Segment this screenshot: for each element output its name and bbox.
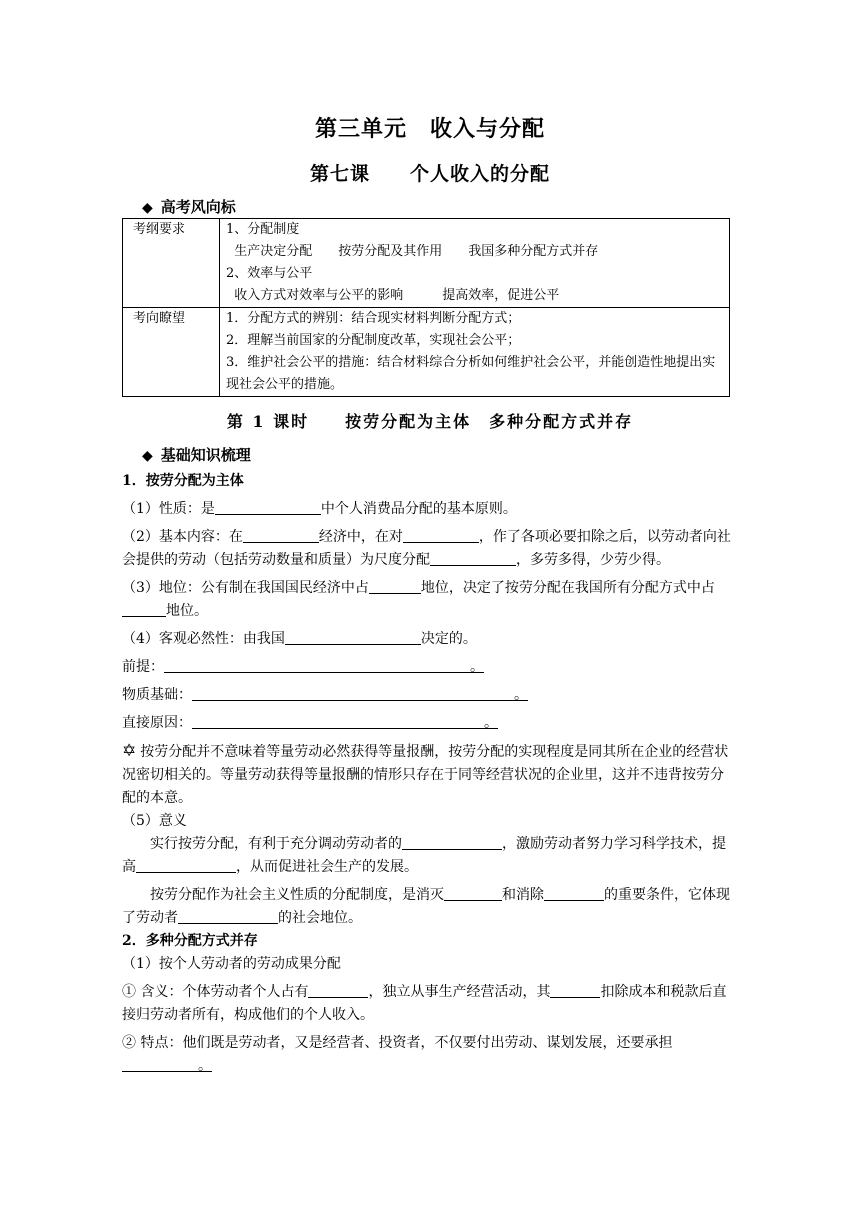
table-row: [123, 308, 730, 397]
paragraph-features: [122, 1032, 732, 1078]
heading-2: 2．多种分配方式并存: [122, 933, 258, 949]
text: ，独立从事生产经营活动，其: [368, 984, 551, 1000]
text: （1）性质：是: [122, 501, 215, 517]
line-material-basis: [122, 684, 732, 707]
row-line: 2、效率与公平: [226, 266, 313, 281]
fill-blank[interactable]: [164, 656, 484, 673]
fill-blank[interactable]: [285, 628, 421, 645]
period-mark: 。: [198, 1058, 212, 1074]
diamond-icon: ◆: [142, 448, 153, 464]
text: ，作了各项必要扣除之后，以劳动者向社会提供的劳动（包括劳动数量和质量）为尺度分配: [122, 529, 731, 568]
row-label: 考纲要求: [123, 219, 220, 308]
paragraph-nature: [122, 498, 732, 521]
lesson-title: 第七课 个人收入的分配: [309, 163, 550, 185]
paragraph-status: [122, 577, 732, 623]
line-premise: [122, 656, 732, 679]
text: （3）地位：公有制在我国国民经济中占: [122, 580, 369, 596]
text: 物质基础：: [122, 687, 192, 703]
paragraph-necessity: [122, 628, 732, 651]
star-icon: ✡: [122, 741, 137, 761]
fill-blank[interactable]: [430, 549, 516, 566]
row-line: 3．维护社会公平的措施：结合材料综合分析如何维护社会公平，并能创造性地提出实现社会公平的措施。: [226, 355, 716, 392]
row-line: 1．分配方式的辨别：结合现实材料判断分配方式；: [226, 311, 521, 326]
fill-blank[interactable]: [369, 577, 421, 594]
row-line: 2．理解当前国家的分配制度改革，实现社会公平；: [226, 333, 521, 348]
period-mark: 。: [470, 659, 484, 675]
fill-blank[interactable]: [192, 684, 528, 701]
section-gaokao-label: 高考风向标: [160, 198, 236, 216]
fill-blank[interactable]: [122, 600, 166, 617]
paragraph-definition: [122, 981, 732, 1027]
fill-blank[interactable]: [178, 907, 278, 924]
section-basic: [142, 444, 251, 465]
text: 直接原因：: [122, 715, 192, 731]
paragraph-significance-2: [122, 884, 732, 930]
row-line: 生产决定分配 按劳分配及其作用 我国多种分配方式并存: [226, 244, 599, 259]
paragraph-content: [122, 526, 732, 572]
fill-blank[interactable]: [308, 981, 368, 998]
text: ，激励劳动者努力学习科学技术，提高: [122, 836, 726, 875]
text: ① 含义：个体劳动者个人占有: [122, 984, 309, 1000]
exam-outline-table: [122, 218, 730, 397]
table-row: [123, 219, 730, 308]
line-direct-cause: [122, 712, 732, 735]
text: 的社会地位。: [278, 910, 362, 926]
text: ，多劳多得，少劳少得。: [516, 552, 670, 568]
paragraph-significance: （5）意义: [122, 813, 187, 829]
note-paragraph: [122, 740, 732, 810]
text: （4）客观必然性：由我国: [122, 631, 285, 647]
text: ② 特点：他们既是劳动者，又是经营者、投资者，不仅要付出劳动、谋划发展，还要承担: [122, 1035, 673, 1051]
unit-title: 第三单元 收入与分配: [314, 116, 545, 142]
text: ，从而促进社会生产的发展。: [236, 859, 418, 875]
row-line: 1、分配制度: [226, 222, 300, 237]
fill-blank[interactable]: [243, 526, 319, 543]
text: 地位，决定了按劳分配在我国所有分配方式中占: [420, 580, 715, 596]
text: 按劳分配并不意味着等量劳动必然获得等量报酬，按劳分配的实现程度是同其所在企业的经营状况密切相关的。等量劳动获得等量报酬的情形只存在于同等经营状况的企业里，这并不违背按劳分配的本意。: [122, 744, 729, 806]
row-label: 考向瞭望: [123, 308, 220, 397]
fill-blank[interactable]: [550, 981, 600, 998]
paragraph-significance-1: [122, 833, 732, 879]
fill-blank[interactable]: [122, 1055, 212, 1072]
text: 中个人消费品分配的基本原则。: [320, 501, 517, 517]
text: 扣除成本和税款后直接归劳动者所有，构成他们的个人收入。: [122, 984, 727, 1023]
fill-blank[interactable]: [403, 526, 479, 543]
text: 决定的。: [420, 631, 477, 647]
fill-blank[interactable]: [192, 712, 498, 729]
fill-blank[interactable]: [402, 833, 502, 850]
fill-blank[interactable]: [215, 498, 321, 515]
row-content: [220, 308, 730, 397]
heading-1: 1．按劳分配为主体: [122, 473, 244, 489]
text: 经济中，在对: [318, 529, 403, 545]
paragraph-individual: （1）按个人劳动者的劳动成果分配: [122, 956, 341, 972]
text: 按劳分配作为社会主义性质的分配制度，是消灭: [150, 887, 444, 903]
text: 和消除: [502, 887, 544, 903]
text: 的重要条件，它体现了劳动者: [122, 887, 730, 926]
row-content: [220, 219, 730, 308]
fill-blank[interactable]: [136, 856, 236, 873]
text: （2）基本内容：在: [122, 529, 243, 545]
text: 地位。: [166, 603, 208, 619]
section-basic-label: 基础知识梳理: [160, 446, 251, 464]
text: 实行按劳分配，有利于充分调动劳动者的: [150, 836, 402, 852]
lesson-body: [122, 470, 732, 1078]
period-mark: 。: [514, 687, 528, 703]
text: 前提：: [122, 659, 164, 675]
period-title: 第 1 课时 按劳分配为主体 多种分配方式并存: [226, 412, 634, 431]
section-gaokao: [142, 196, 236, 217]
diamond-icon: ◆: [142, 200, 153, 216]
period-mark: 。: [484, 715, 498, 731]
row-line: 收入方式对效率与公平的影响 提高效率，促进公平: [226, 288, 560, 303]
fill-blank[interactable]: [444, 884, 502, 901]
fill-blank[interactable]: [544, 884, 604, 901]
